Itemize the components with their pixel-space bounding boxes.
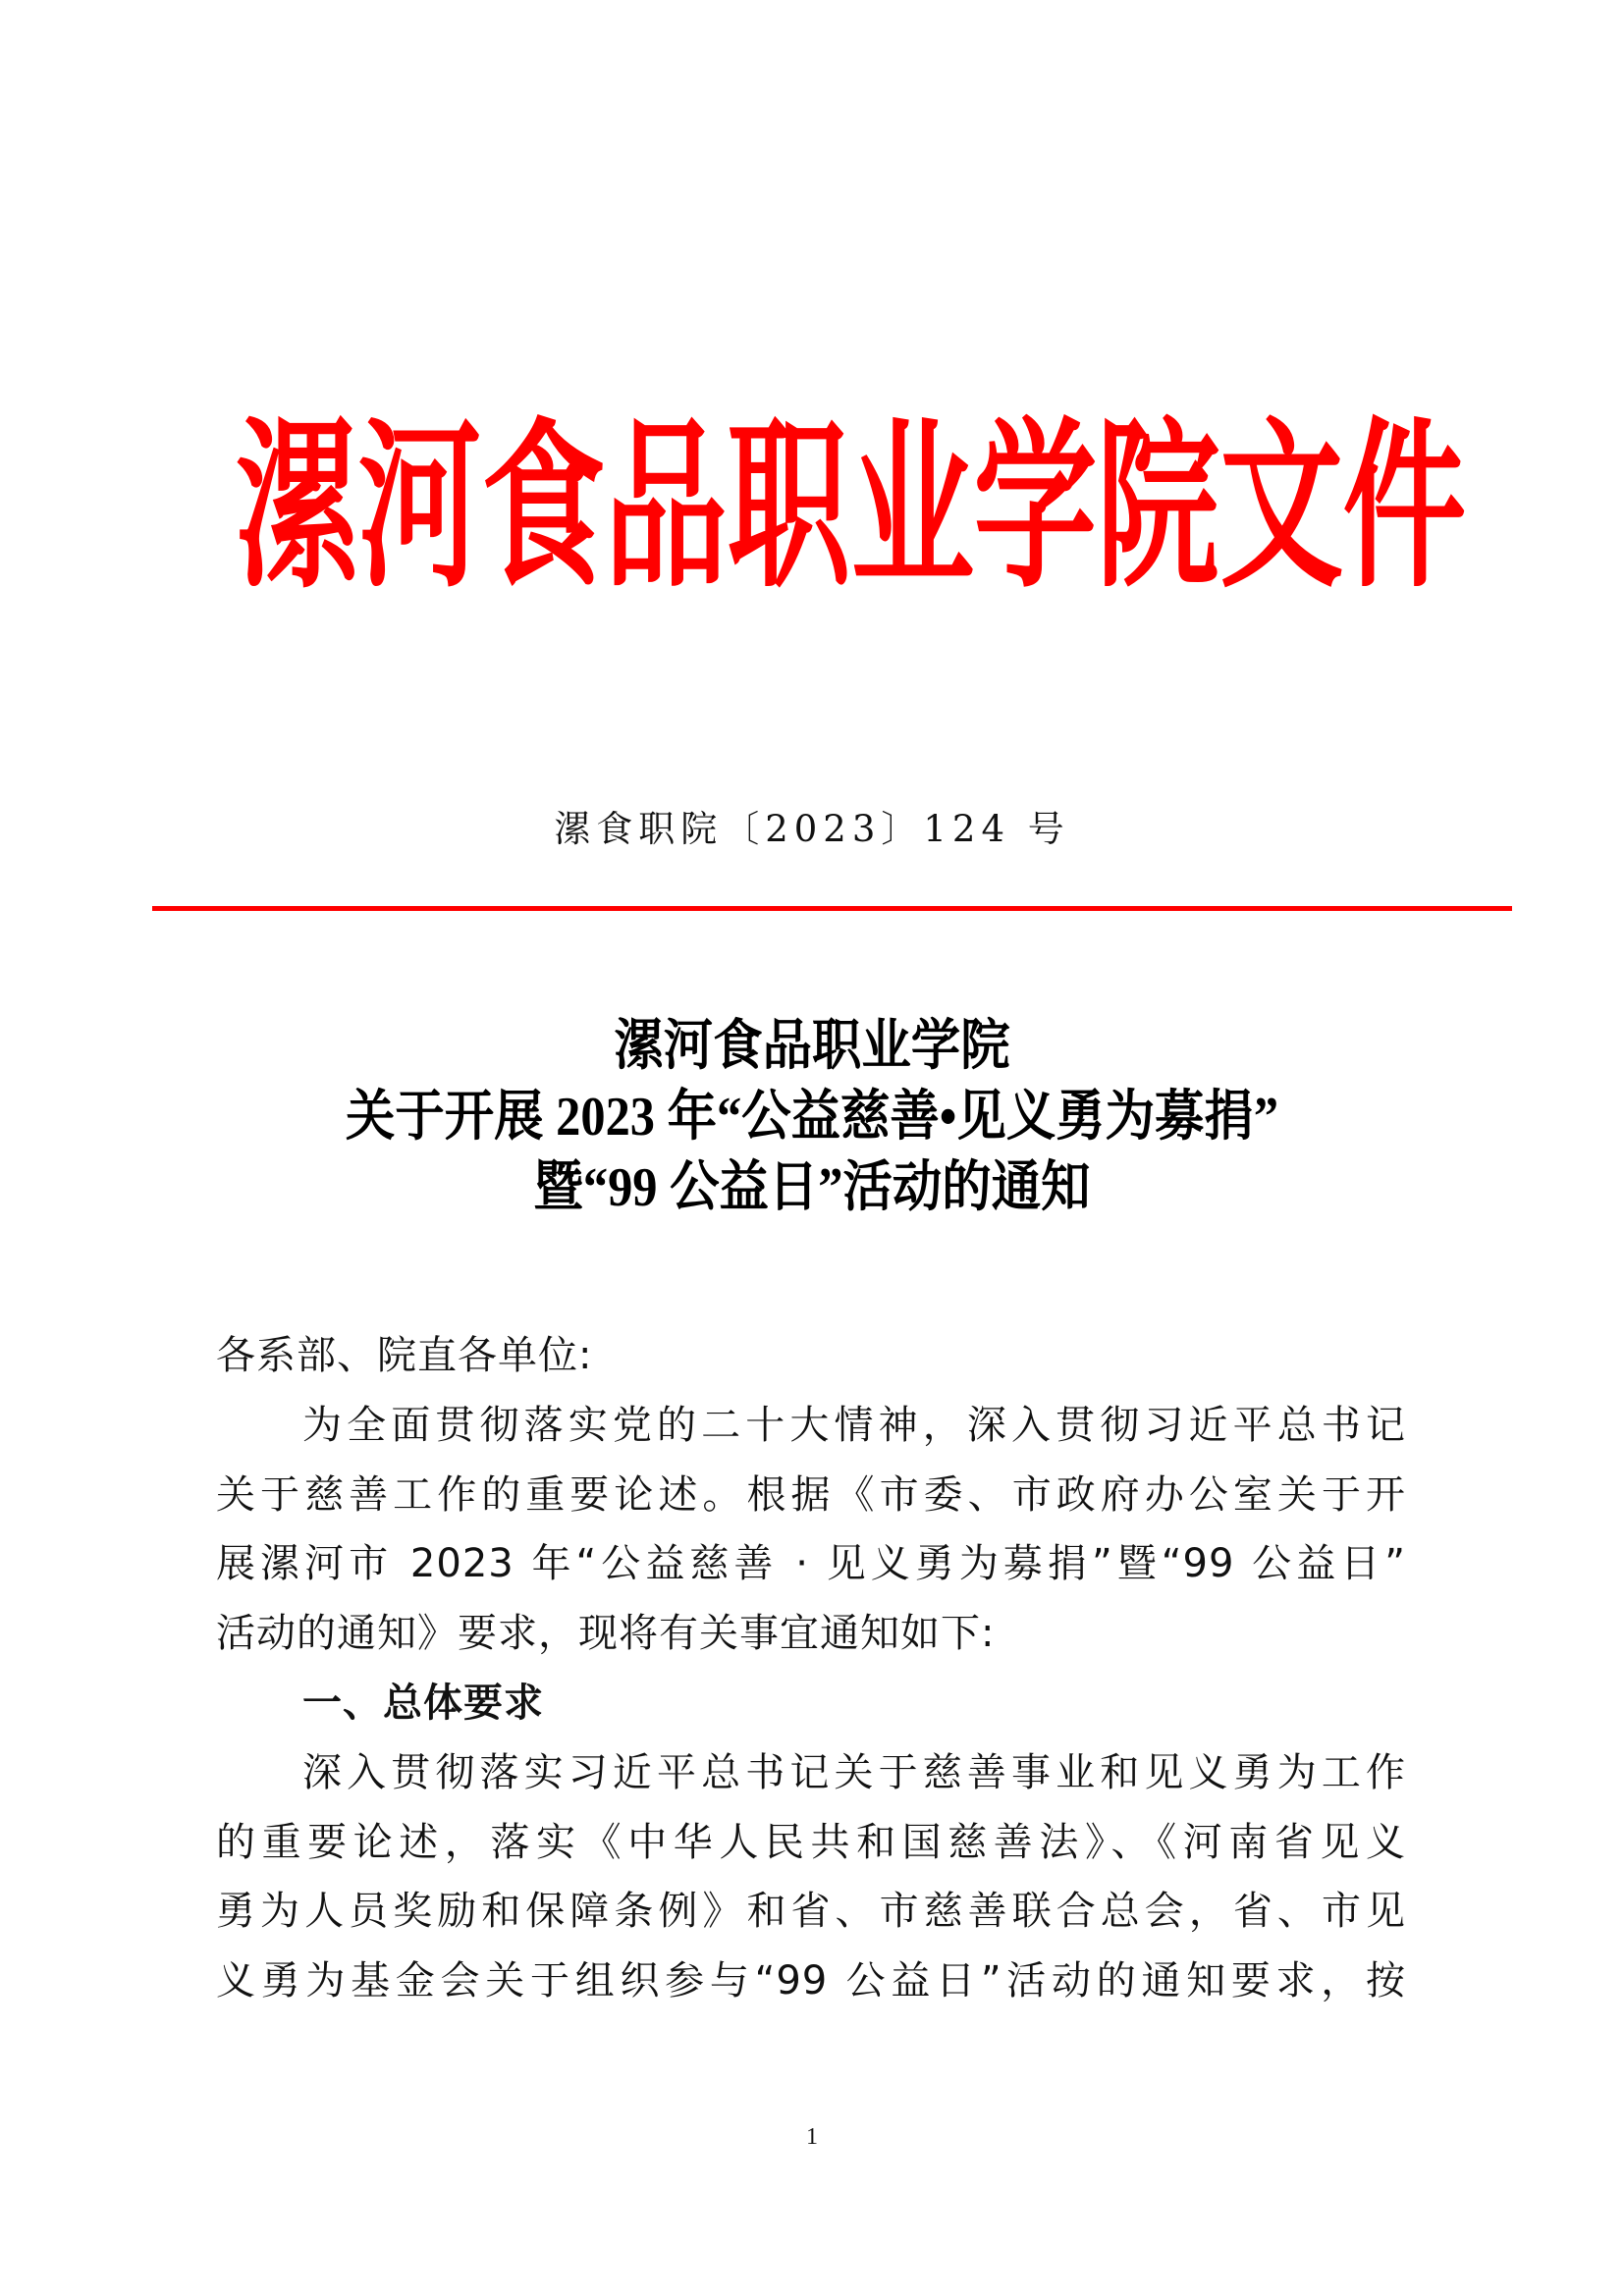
paragraph-1-line-2: 关于慈善工作的重要论述。根据《市委、市政府办公室关于开 <box>216 1471 1406 1518</box>
header-char: 职 <box>727 399 851 613</box>
title-line-3: 暨“99 公益日”活动的通知 <box>533 1157 1091 1218</box>
page-number: 1 <box>806 2124 818 2150</box>
title-line-2: 关于开展 2023 年“公益慈善•见义勇为募捐” <box>345 1087 1279 1148</box>
paragraph-2-line-4: 义勇为基金会关于组织参与“99 公益日”活动的通知要求，按 <box>216 1958 1406 2004</box>
header-char: 文 <box>1219 399 1343 613</box>
title-line-1: 漯河食品职业学院 <box>614 1016 1010 1077</box>
paragraph-2-line-1: 深入贯彻落实习近平总书记关于慈善事业和见义勇为工作 <box>302 1749 1406 1795</box>
paragraph-1-line-4: 活动的通知》要求，现将有关事宜通知如下: <box>216 1611 996 1657</box>
section-1-heading: 一、总体要求 <box>302 1680 544 1726</box>
header-char: 业 <box>850 399 974 613</box>
header-char: 食 <box>481 399 605 613</box>
header-char: 品 <box>604 399 729 613</box>
red-separator-rule <box>152 906 1512 911</box>
document-number: 漯食职院〔2023〕124 号 <box>554 808 1070 850</box>
paragraph-1-line-1: 为全面贯彻落实党的二十大情神，深入贯彻习近平总书记 <box>302 1402 1406 1448</box>
paragraph-2-line-3: 勇为人员奖励和保障条例》和省、市慈善联合总会，省、市见 <box>216 1889 1406 1935</box>
header-char: 院 <box>1096 399 1220 613</box>
header-char: 学 <box>973 399 1098 613</box>
header-char: 件 <box>1342 399 1466 613</box>
document-body <box>216 1321 1406 2016</box>
paragraph-1-line-3: 展漯河市 2023 年“公益慈善 · 见义勇为募捐”暨“99 公益日” <box>216 1541 1406 1587</box>
salutation: 各系部、院直各单位: <box>216 1333 593 1378</box>
red-header-issuer-title <box>221 379 1466 632</box>
document-title <box>0 1011 1624 1223</box>
header-char: 漯 <box>235 399 359 613</box>
paragraph-2-line-2: 的重要论述，落实《中华人民共和国慈善法》、《河南省见义 <box>216 1819 1406 1865</box>
header-char: 河 <box>357 399 482 613</box>
